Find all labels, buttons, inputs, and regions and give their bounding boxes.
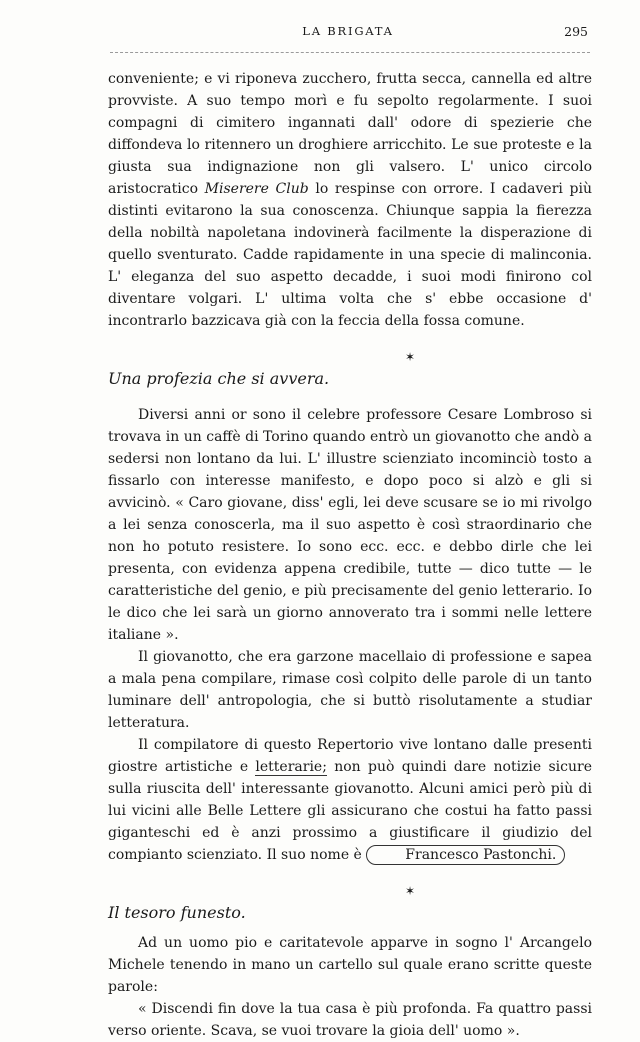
compilatore-text-b: non può quindi dare notizie sicure sulla riuscita dell' interessante giovanotto. Alcuni amici però più di lui vicini alle Belle Lettere gli assicurano che costui ha fatto passi giganteschi ed è anzi prossimo a giustificare il giudizio del compianto scienziato. Il suo nome è xyxy=(108,759,592,863)
paragraph-compilatore xyxy=(108,734,592,866)
running-title: LA BRIGATA xyxy=(302,24,394,38)
compilatore-text-a: Il compilatore di questo Repertorio vive lontano dalle presenti giostre artistiche e xyxy=(108,737,592,775)
circled-name: Francesco Pastonchi. xyxy=(366,845,565,865)
paragraph-quote: « Discendi fin dove la tua casa è più profonda. Fa quattro passi verso oriente. Scava, se vuoi trovare la gioia dell' uomo ». xyxy=(108,1001,592,1039)
header-rule xyxy=(110,52,590,53)
club-name: Miserere Club xyxy=(204,181,309,197)
running-head xyxy=(108,24,588,46)
section-ornament-2: ✶ xyxy=(404,884,416,898)
paragraph-arcangelo: Ad un uomo pio e caritatevole apparve in sogno l' Arcangelo Michele tenendo in mano un cartello sul quale erano scritte queste parole: xyxy=(108,935,592,995)
underlined-word: letterarie; xyxy=(255,759,327,775)
page-body xyxy=(108,68,592,1042)
page-number: 295 xyxy=(564,24,588,39)
section-heading-profezia: Una profezia che si avvera. xyxy=(108,369,330,388)
continued-text-b: lo respinse con orrore. I cadaveri più distinti evitarono la sua conoscenza. Chiunque sappia la fierezza della nobiltà napoletana indovinerà facilmente la disperazione di quello sventurato. Cadde rapidamente in una specie di malinconia. L' eleganza del suo aspetto decadde, i suoi modi finirono col diventare volgari. L' ultima volta che s' ebbe occasione d' incontrarlo bazzicava già con la feccia della fossa comune. xyxy=(108,181,592,329)
section-heading-tesoro: Il tesoro funesto. xyxy=(108,903,246,922)
continued-text-a: conveniente; e vi riponeva zucchero, frutta secca, cannella ed altre provviste. A suo tempo morì e fu sepolto regolarmente. I suoi compagni di cimitero ingannati dall' odore di spezierie che diffondeva lo ritennero un droghiere arricchito. Le sue proteste e la giusta sua indignazione non gli valsero. L' unico circolo aristocratico xyxy=(108,71,592,197)
continued-paragraph xyxy=(108,68,592,332)
paragraph-lombroso: Diversi anni or sono il celebre professore Cesare Lombroso si trovava in un caffè di Torino quando entrò un giovanotto che andò a sedersi non lontano da lui. L' illustre scienziato incominciò tosto a fissarlo con interesse manifesto, e dopo poco si alzò e gli si avvicinò. « Caro giovane, diss' egli, lei deve scusare se io mi rivolgo a lei senza conoscerla, ma il suo aspetto è così straordinario che non ho potuto resistere. Io sono ecc. ecc. e debbo dirle che lei presenta, con evidenza appena credibile, tutte — dico tutte — le caratteristiche del genio, e più precisamente del genio letterario. Io le dico che lei sarà un giorno annoverato tra i sommi nelle lettere italiane ». xyxy=(108,407,592,643)
section-ornament: ✶ xyxy=(404,350,416,364)
paragraph-giovanotto: Il giovanotto, che era garzone macellaio di professione e sapea a mala pena compilare, rimase così colpito delle parole di un tanto luminare dell' antropologia, che si buttò risolutamente a studiar letteratura. xyxy=(108,649,592,731)
